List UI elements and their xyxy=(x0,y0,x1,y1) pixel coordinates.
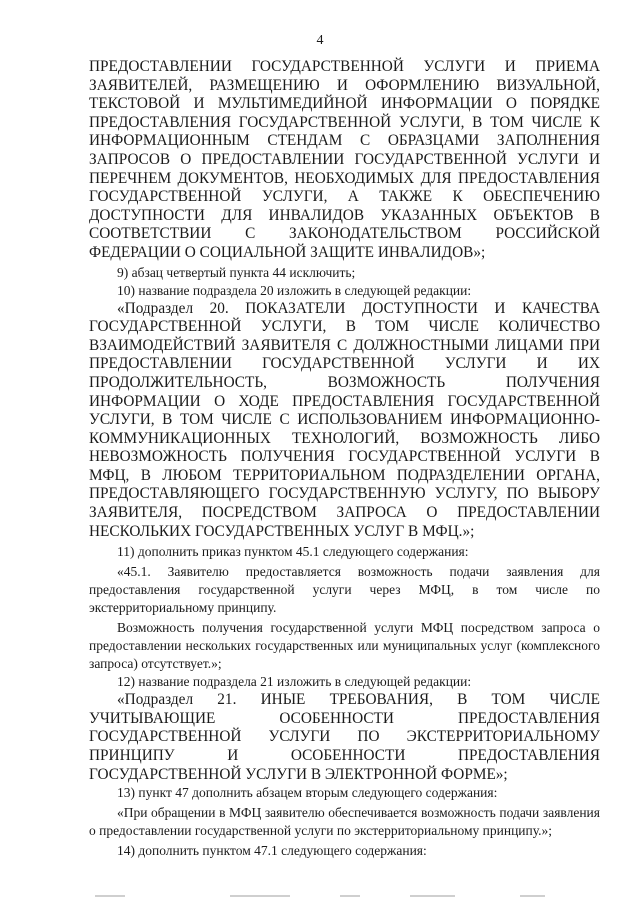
paragraph-section-heading-continued: ПРЕДОСТАВЛЕНИИ ГОСУДАРСТВЕННОЙ УСЛУГИ И ПРИЕМА ЗАЯВИТЕЛЕЙ, РАЗМЕЩЕНИЮ И ОФОРМЛЕНИЮ ВИЗУАЛЬНОЙ, ТЕКСТОВОЙ И МУЛЬТИМЕДИЙНОЙ ИНФОРМАЦИИ О ПОРЯДКЕ ПРЕДОСТАВЛЕНИЯ ГОСУДАРСТВЕННОЙ УСЛУГИ, В ТОМ ЧИСЛЕ К ИНФОРМАЦИОННЫМ СТЕНДАМ С ОБРАЗЦАМИ ЗАПОЛНЕНИЯ ЗАПРОСОВ О ПРЕДОСТАВЛЕНИИ ГОСУДАРСТВЕННОЙ УСЛУГИ И ПЕРЕЧНЕМ ДОКУМЕНТОВ, НЕОБХОДИМЫХ ДЛЯ ПРЕДОСТАВЛЕНИЯ ГОСУДАРСТВЕННОЙ УСЛУГИ, А ТАКЖЕ К ОБЕСПЕЧЕНИЮ ДОСТУПНОСТИ ДЛЯ ИНВАЛИДОВ УКАЗАННЫХ ОБЪЕКТОВ В СООТВЕТСТВИИ С ЗАКОНОДАТЕЛЬСТВОМ РОССИЙСКОЙ ФЕДЕРАЦИИ О СОЦИАЛЬНОЙ ЗАЩИТЕ ИНВАЛИДОВ»; xyxy=(89,58,600,261)
page-number: 4 xyxy=(316,33,324,48)
document-body xyxy=(89,58,600,860)
paragraph-item-10: 10) название подраздела 20 изложить в следующей редакции: xyxy=(117,282,472,298)
paragraph-clause-45-1: «45.1. Заявителю предоставляется возможность подачи заявления для предоставления государственной услуги через МФЦ, в том числе по экстерриториальному принципу. xyxy=(89,564,600,616)
paragraph-item-9: 9) абзац четвертый пункта 44 исключить; xyxy=(117,264,356,280)
paragraph-subsection-21-title: «Подраздел 21. ИНЫЕ ТРЕБОВАНИЯ, В ТОМ ЧИСЛЕ УЧИТЫВАЮЩИЕ ОСОБЕННОСТИ ПРЕДОСТАВЛЕНИЯ ГОСУДАРСТВЕННОЙ УСЛУГИ ПО ЭКСТЕРРИТОРИАЛЬНОМУ ПРИНЦИПУ И ОСОБЕННОСТИ ПРЕДОСТАВЛЕНИЯ ГОСУДАРСТВЕННОЙ УСЛУГИ В ЭЛЕКТРОННОЙ ФОРМЕ»; xyxy=(89,691,600,783)
paragraph-item-12: 12) название подраздела 21 изложить в следующей редакции: xyxy=(117,674,472,690)
paragraph-item-14: 14) дополнить пунктом 47.1 следующего содержания: xyxy=(117,843,427,859)
paragraph-complex-request: Возможность получения государственной услуги МФЦ посредством запроса о предоставлении нескольких государственных или муниципальных услуг (комплексного запроса) отсутствует.»; xyxy=(89,620,600,672)
paragraph-item-11: 11) дополнить приказ пунктом 45.1 следующего содержания: xyxy=(117,544,469,560)
scan-edge-artifact xyxy=(0,893,640,899)
paragraph-item-13: 13) пункт 47 дополнить абзацем вторым следующего содержания: xyxy=(117,785,498,801)
paragraph-subsection-20-title: «Подраздел 20. ПОКАЗАТЕЛИ ДОСТУПНОСТИ И КАЧЕСТВА ГОСУДАРСТВЕННОЙ УСЛУГИ, В ТОМ ЧИСЛЕ КОЛИЧЕСТВО ВЗАИМОДЕЙСТВИЙ ЗАЯВИТЕЛЯ С ДОЛЖНОСТНЫМИ ЛИЦАМИ ПРИ ПРЕДОСТАВЛЕНИИ ГОСУДАРСТВЕННОЙ УСЛУГИ И ИХ ПРОДОЛЖИТЕЛЬНОСТЬ, ВОЗМОЖНОСТЬ ПОЛУЧЕНИЯ ИНФОРМАЦИИ О ХОДЕ ПРЕДОСТАВЛЕНИЯ ГОСУДАРСТВЕННОЙ УСЛУГИ, В ТОМ ЧИСЛЕ С ИСПОЛЬЗОВАНИЕМ ИНФОРМАЦИОННО-КОММУНИКАЦИОННЫХ ТЕХНОЛОГИЙ, ВОЗМОЖНОСТЬ ЛИБО НЕВОЗМОЖНОСТЬ ПОЛУЧЕНИЯ ГОСУДАРСТВЕННОЙ УСЛУГИ В МФЦ, В ЛЮБОМ ТЕРРИТОРИАЛЬНОМ ПОДРАЗДЕЛЕНИИ ОРГАНА, ПРЕДОСТАВЛЯЮЩЕГО ГОСУДАРСТВЕННУЮ УСЛУГУ, ПО ВЫБОРУ ЗАЯВИТЕЛЯ, ПОСРЕДСТВОМ ЗАПРОСА О ПРЕДОСТАВЛЕНИИ НЕСКОЛЬКИХ ГОСУДАРСТВЕННЫХ УСЛУГ В МФЦ.»; xyxy=(89,299,600,540)
paragraph-clause-47-paragraph-2: «При обращении в МФЦ заявителю обеспечивается возможность подачи заявления о предоставлении государственной услуги по экстерриториальному принципу.»; xyxy=(89,805,600,839)
